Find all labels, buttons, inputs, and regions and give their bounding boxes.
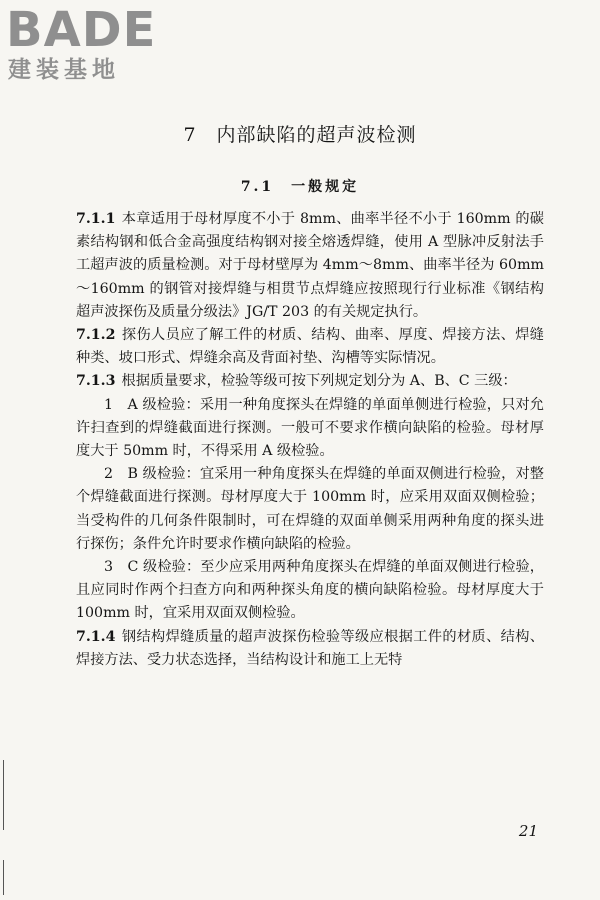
logo-subtitle: 建装基地 [8,57,120,83]
clause-text: 钢结构焊缝质量的超声波探伤检验等级应根据工件的材质、结构、焊接方法、受力状态选择，当结构设计和施工上无特 [76,628,544,668]
page-number: 21 [518,822,538,840]
clause-text: 本章适用于母材厚度不小于 8mm、曲率半径不小于 160mm 的碳素结构钢和低合金高强度结构钢对接全熔透焊缝，使用 A 型脉冲反射法手工超声波的质量检测。对于母材壁厚为 4mm～8mm、曲率半径为 60mm～160mm 的钢管对接焊缝与相贯节点焊缝应按照现行行业标准《钢结构超声波探伤及质量分级法》JG/T 203 的有关规定执行。 [76,211,544,320]
clause-text: 根据质量要求，检验等级可按下列规定划分为 A、B、C 三级： [121,373,517,390]
clause-7-1-3 [76,370,544,393]
clause-number: 7.1.1 [76,211,116,227]
chapter-title: 7 内部缺陷的超声波检测 [183,124,417,146]
body-text [76,208,544,672]
item-b-level [76,463,544,556]
clause-number: 7.1.3 [76,373,116,390]
binding-edge-mark [3,760,4,830]
clause-7-1-1 [76,208,544,324]
clause-number: 7.1.2 [76,327,116,344]
clause-text: 探伤人员应了解工件的材质、结构、曲率、厚度、焊接方法、焊缝种类、坡口形式、焊缝余高及背面衬垫、沟槽等实际情况。 [76,327,544,367]
item-text: 2 B 级检验：宜采用一种角度探头在焊缝的单面双侧进行检验，对整个焊缝截面进行探测。母材厚度大于 100mm 时，应采用双面双侧检验；当受构件的几何条件限制时，可在焊缝的双面单侧采用两种角度的探头进行探伤；条件允许时要求作横向缺陷的检验。 [76,466,544,552]
item-c-level [76,556,544,626]
clause-7-1-4 [76,626,544,672]
clause-7-1-2 [76,324,544,370]
item-text: 3 C 级检验：至少应采用两种角度探头在焊缝的单面双侧进行检验，且应同时作两个扫查方向和两种探头角度的横向缺陷检验。母材厚度大于 100mm 时，宜采用双面双侧检验。 [76,559,544,622]
logo [6,4,176,84]
binding-edge-mark [3,860,4,895]
clause-number: 7.1.4 [76,628,116,645]
item-text: 1 A 级检验：采用一种角度探头在焊缝的单面单侧进行检验，只对允许扫查到的焊缝截面进行探测。一般可不要求作横向缺陷的检验。母材厚度大于 50mm 时，不得采用 A 级检验。 [76,396,544,460]
section-title: 7.1 一般规定 [240,179,360,195]
item-a-level [76,394,544,464]
logo-mark: BADE [6,2,157,58]
